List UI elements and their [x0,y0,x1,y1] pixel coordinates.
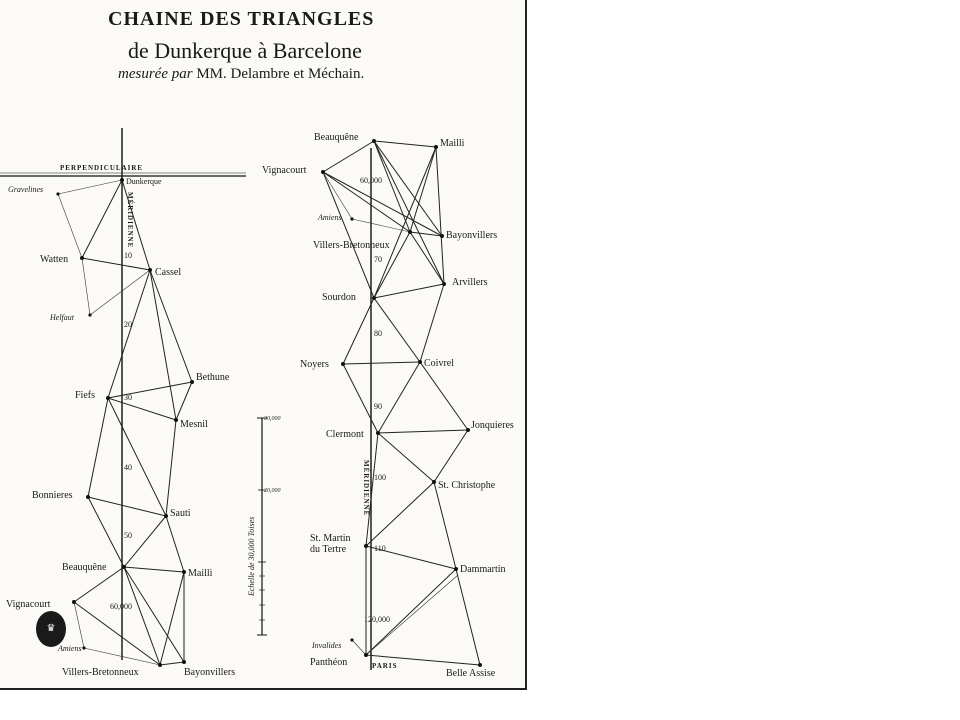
tri-edge [436,147,444,284]
map-subtitle: de Dunkerque à Barcelone [128,38,362,63]
tri-edge [58,180,122,194]
tri-edge [366,482,434,546]
tri-edge [160,662,184,665]
tri-edge [323,172,352,219]
station-label-pantheon: Panthéon [310,657,348,668]
right-triangle-network [323,141,480,665]
station-label-mailli-r: Mailli [440,138,465,149]
tri-edge [150,270,176,420]
station-dot [86,495,90,499]
station-dot [82,646,85,649]
right-mark-120000: 120,000 [364,615,390,624]
tri-edge [374,147,436,298]
tri-edge [108,382,192,398]
map-title: CHAINE DES TRIANGLES [108,8,375,30]
station-dot [372,296,376,300]
right-station-dots [321,139,482,667]
tri-edge [323,141,374,172]
station-label-dunkerque: Dunkerque [126,177,162,186]
left-mark-40: 40 [124,463,132,472]
station-dot [408,230,412,234]
tri-edge [374,284,444,298]
tri-edge [410,232,444,284]
station-label-fiefs: Fiefs [75,390,95,401]
tri-edge [82,258,90,315]
tri-edge [176,382,192,420]
station-dot [434,145,438,149]
right-mark-70: 70 [374,255,382,264]
station-dot [442,282,446,286]
tri-edge [343,298,374,364]
station-label-villers-bretonneux-r: Villers-Bretonneux [313,240,390,251]
left-meridian-label: MÉRIDIENNE [126,192,134,249]
station-dot [56,192,59,195]
scale-label: Echelle de 30,000 Toises [247,516,256,596]
tri-edge [374,141,436,147]
station-label-beauquene: Beauquêne [62,562,107,573]
scale-tick-30000: 30,000 [264,416,281,422]
tri-edge [366,546,456,569]
tri-edge [88,497,124,567]
station-label-vignacourt: Vignacourt [6,599,51,610]
station-dot [364,544,368,548]
station-dot [148,268,152,272]
station-label-mesnil: Mesnil [180,419,208,430]
station-dot [190,380,194,384]
station-label-vignacourt-r: Vignacourt [262,165,307,176]
station-label-amiens-r: Amiens [318,213,342,222]
station-label-bayonvillers-r: Bayonvillers [446,230,498,241]
credit-names: MM. Delambre et Méchain. [196,66,365,82]
station-label-belle-assise: Belle Assise [446,668,496,679]
tri-edge [82,258,150,270]
station-label-watten: Watten [40,254,69,265]
left-mark-20: 20 [124,320,132,329]
station-label-st-christophe: St. Christophe [438,480,496,491]
station-dot [350,638,353,641]
tri-edge [343,364,378,433]
station-dot [466,428,470,432]
tri-edge [456,569,480,665]
station-dot [440,234,444,238]
tri-edge [74,602,84,648]
station-label-gravelines: Gravelines [8,185,44,194]
right-mark-60000: 60,000 [360,176,382,185]
tri-edge [166,420,176,516]
station-dot [164,514,168,518]
tri-edge [374,141,410,232]
station-dot [364,653,368,657]
left-mark-50: 50 [124,531,132,540]
station-label-invalides: Invalides [312,641,342,650]
station-dot [182,570,186,574]
left-mark-30: 30 [124,393,132,402]
station-dot [182,660,186,664]
scale-tick-20000: 20,000 [264,488,281,494]
tri-edge [323,172,442,236]
station-dot [432,480,436,484]
tri-edge [124,567,184,572]
station-label-helfaut: Helfaut [50,313,74,322]
station-dot [418,360,422,364]
tri-edge [150,270,192,382]
station-label-clermont: Clermont [326,429,364,440]
station-dot [174,418,178,422]
tri-edge [420,362,468,430]
station-label-noyers: Noyers [300,359,329,370]
station-dot [80,256,84,260]
station-label-bonnieres: Bonnieres [32,490,73,501]
perpendicular-label: PERPENDICULAIRE [60,164,144,172]
right-mark-100: 100 [374,473,386,482]
station-label-beauquene-r: Beauquêne [314,132,359,143]
crown-icon: ♛ [46,623,56,634]
library-stamp-logo [36,611,66,647]
station-label-sourdon: Sourdon [322,292,356,303]
tri-edge [420,284,444,362]
tri-edge [366,569,456,655]
tri-edge [378,433,434,482]
station-label-bayonvillers: Bayonvillers [184,667,236,678]
right-mark-90: 90 [374,402,382,411]
station-label-dammartin: Dammartin [460,564,506,575]
right-mark-80: 80 [374,329,382,338]
tri-edge [108,270,150,398]
tri-edge [378,362,420,433]
credit-prefix: mesurée par [118,66,193,82]
station-label-du-tertre: du Tertre [310,544,347,555]
station-dot [376,431,380,435]
tri-edge [88,497,166,516]
tri-edge [160,572,184,665]
station-dot [350,217,353,220]
tri-edge [88,398,108,497]
station-dot [72,600,76,604]
station-label-cassel: Cassel [155,267,182,278]
tri-edge [108,398,166,516]
station-label-jonquieres: Jonquieres [471,420,514,431]
station-label-arvillers: Arvillers [452,277,488,288]
tri-edge [378,430,468,433]
station-dot [341,362,345,366]
tri-edge [374,141,442,236]
tri-edge [166,516,184,572]
station-dot [478,663,482,667]
tri-edge [58,194,82,258]
paris-label: PARIS [372,662,398,670]
station-dot [106,396,110,400]
tri-edge [124,516,166,567]
tri-edge [323,172,374,298]
station-label-coivrel: Coivrel [424,358,454,369]
tri-edge [410,232,442,236]
tri-edge [90,270,150,315]
tri-edge [343,362,420,364]
left-mark-60000: 60,000 [110,602,132,611]
station-dot [120,178,124,182]
right-meridian-label: MÉRIDIENNE [362,460,370,517]
tri-edge [352,640,366,655]
tri-edge [434,482,456,569]
station-label-sauti: Sauti [170,508,191,519]
station-dot [372,139,376,143]
station-dot [122,565,126,569]
station-label-mailli: Mailli [188,568,213,579]
tri-edge [410,147,436,232]
right-mark-110: 110 [374,544,386,553]
tri-edge [108,398,176,420]
station-label-st-martin: St. Martin [310,533,351,544]
left-mark-10: 10 [124,251,132,260]
station-dot [88,313,91,316]
station-label-amiens: Amiens [58,644,82,653]
station-label-bethune: Bethune [196,372,230,383]
tri-edge [434,430,468,482]
station-dot [454,567,458,571]
station-dot [158,663,162,667]
station-label-villers-bretonneux: Villers-Bretonneux [62,667,139,678]
scale-bar [247,416,281,635]
tri-edge [82,180,122,258]
station-dot [321,170,325,174]
